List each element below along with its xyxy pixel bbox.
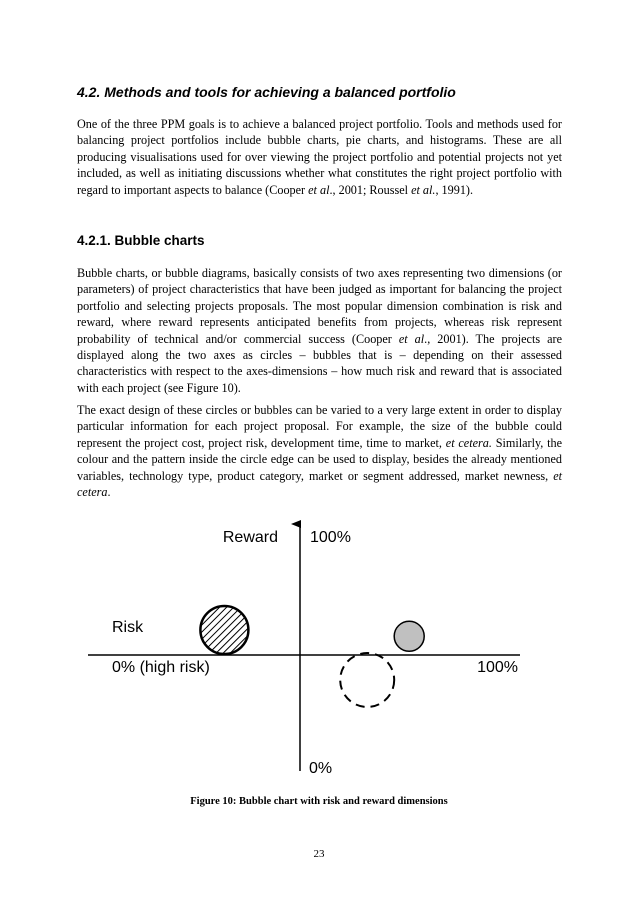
subsection-paragraph-1: Bubble charts, or bubble diagrams, basically consists of two axes representing two dimensions (or parameters) of project characteristics that have been judged as important for balancing the project portfolio and selecting projects proposals. The most popular dimension combination is risk and reward, where reward represents anticipated benefits from projects, whereas risk represent probability of technical and/or commercial success (Cooper et al., 2001). The projects are displayed along the two axes as circles – bubbles that is – depending on their assessed characteristics with respect to the axes-dimensions – how much risk and reward that is associated with each project (see Figure 10). xyxy=(77,266,562,395)
bubble-chart-figure xyxy=(0,515,638,785)
figure-caption: Figure 10: Bubble chart with risk and reward dimensions xyxy=(190,796,448,807)
y-axis-label: Reward xyxy=(222,529,278,546)
page-number: 23 xyxy=(313,848,325,860)
y-tick-label-top: 100% xyxy=(310,529,351,546)
subsection-paragraph-2: The exact design of these circles or bubbles can be varied to a very large extent in order to display particular information for each project proposal. For example, the size of the bubble could represent the project cost, project risk, development time, time to market, et cetera. Similarly, the colour and the pattern inside the circle edge can be used to display, besides the already mentioned variables, technology type, product category, market or segment addressed, market newness, et cetera. xyxy=(77,403,563,500)
bubble-dashed xyxy=(340,653,394,707)
x-tick-label-right: 100% xyxy=(477,659,518,676)
y-tick-label-bottom: 0% xyxy=(309,760,333,777)
section-paragraph: One of the three PPM goals is to achieve a balanced project portfolio. Tools and methods used for balancing project portfolios include bubble charts, pie charts, and histograms. These are all producing visualisations used for over viewing the project portfolio and potential projects not yet included, as well as initiating discussions whether what constitutes the right project portfolio with regard to important aspects to balance (Cooper et al., 2001; Roussel et al., 1991). xyxy=(77,117,562,197)
bubble-grey xyxy=(394,621,424,651)
subsection-heading: 4.2.1. Bubble charts xyxy=(77,233,205,248)
section-heading: 4.2. Methods and tools for achieving a balanced portfolio xyxy=(77,84,456,100)
bubble-chart xyxy=(0,515,638,785)
bubble-hatched xyxy=(200,606,248,654)
x-tick-label-left: 0% (high risk) xyxy=(112,659,210,676)
x-axis-label: Risk xyxy=(112,619,144,636)
